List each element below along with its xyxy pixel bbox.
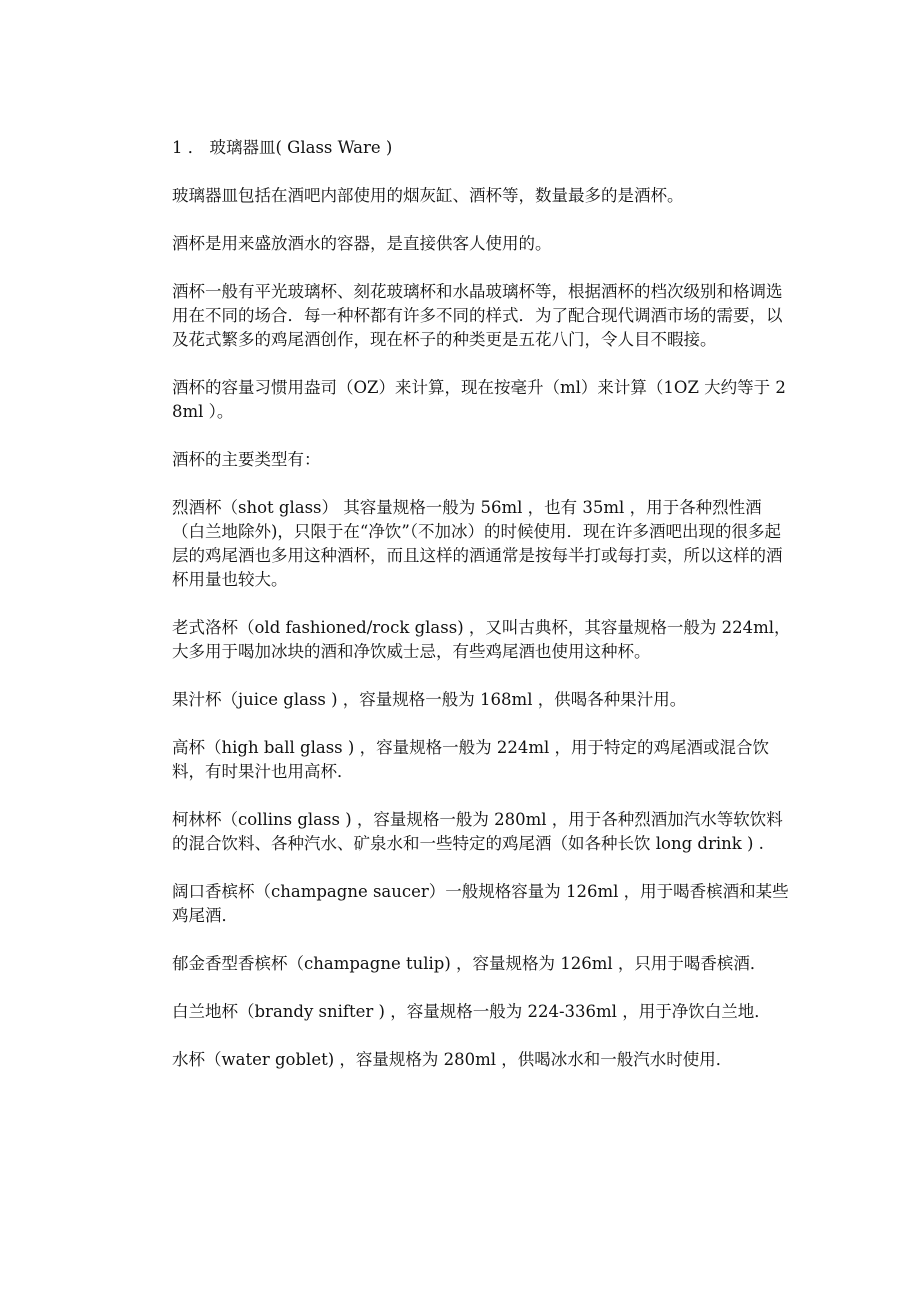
document-body	[172, 136, 792, 1096]
paragraph-glass-capacity: 酒杯的容量习惯用盎司（OZ）来计算，现在按毫升（ml）来计算（1OZ 大约等于 28ml ）。	[172, 378, 786, 421]
paragraph-glass-types-intro: 酒杯的主要类型有：	[172, 450, 321, 469]
paragraph-collins-glass: 柯林杯（collins glass ) ，容量规格一般为 280ml ，用于各种烈酒加汽水等软饮料的混合饮料、各种汽水、矿泉水和一些特定的鸡尾酒（如各种长饮 long drink ) .	[172, 810, 783, 853]
paragraph-juice-glass: 果汁杯（juice glass ) ，容量规格一般为 168ml ，供喝各种果汁用。	[172, 690, 687, 709]
paragraph-water-goblet: 水杯（water goblet) ，容量规格为 280ml ，供喝冰水和一般汽水时使用．	[172, 1050, 733, 1069]
paragraph-brandy-snifter: 白兰地杯（brandy snifter ) ，容量规格一般为 224-336ml ，用于净饮白兰地．	[172, 1002, 771, 1021]
paragraph-glass-purpose: 酒杯是用来盛放酒水的容器，是直接供客人使用的。	[172, 234, 552, 253]
paragraph-old-fashioned-glass: 老式洛杯（old fashioned/rock glass) ，又叫古典杯，其容量规格一般为 224ml，大多用于喝加冰块的酒和净饮威士忌，有些鸡尾酒也使用这种杯。	[172, 618, 791, 661]
paragraph-high-ball-glass: 高杯（high ball glass ) ，容量规格一般为 224ml ，用于特定的鸡尾酒或混合饮料，有时果汁也用高杯．	[172, 738, 769, 781]
section-heading: 1 ． 玻璃器皿( Glass Ware )	[172, 138, 393, 157]
paragraph-glass-materials: 酒杯一般有平光玻璃杯、刻花玻璃杯和水晶玻璃杯等，根据酒杯的档次级别和格调选用在不同的场合．每一种杯都有许多不同的样式．为了配合现代调酒市场的需要，以及花式繁多的鸡尾酒创作，现在杯子的种类更是五花八门，令人目不暇接。	[172, 282, 783, 349]
paragraph-shot-glass: 烈酒杯（shot glass） 其容量规格一般为 56ml ，也有 35ml ，用于各种烈性酒（白兰地除外)，只限于在“净饮”（不加冰）的时候使用．现在许多酒吧出现的很多起层的鸡尾酒也多用这种酒杯，而且这样的酒通常是按每半打或每打卖，所以这样的酒杯用量也较大。	[172, 498, 783, 589]
paragraph-champagne-saucer: 阔口香槟杯（champagne saucer）一般规格容量为 126ml ，用于喝香槟酒和某些鸡尾酒．	[172, 882, 789, 925]
paragraph-glassware-intro: 玻璃器皿包括在酒吧内部使用的烟灰缸、酒杯等，数量最多的是酒杯。	[172, 186, 684, 205]
paragraph-champagne-tulip: 郁金香型香槟杯（champagne tulip) ，容量规格为 126ml ，只用于喝香槟酒．	[172, 954, 767, 973]
